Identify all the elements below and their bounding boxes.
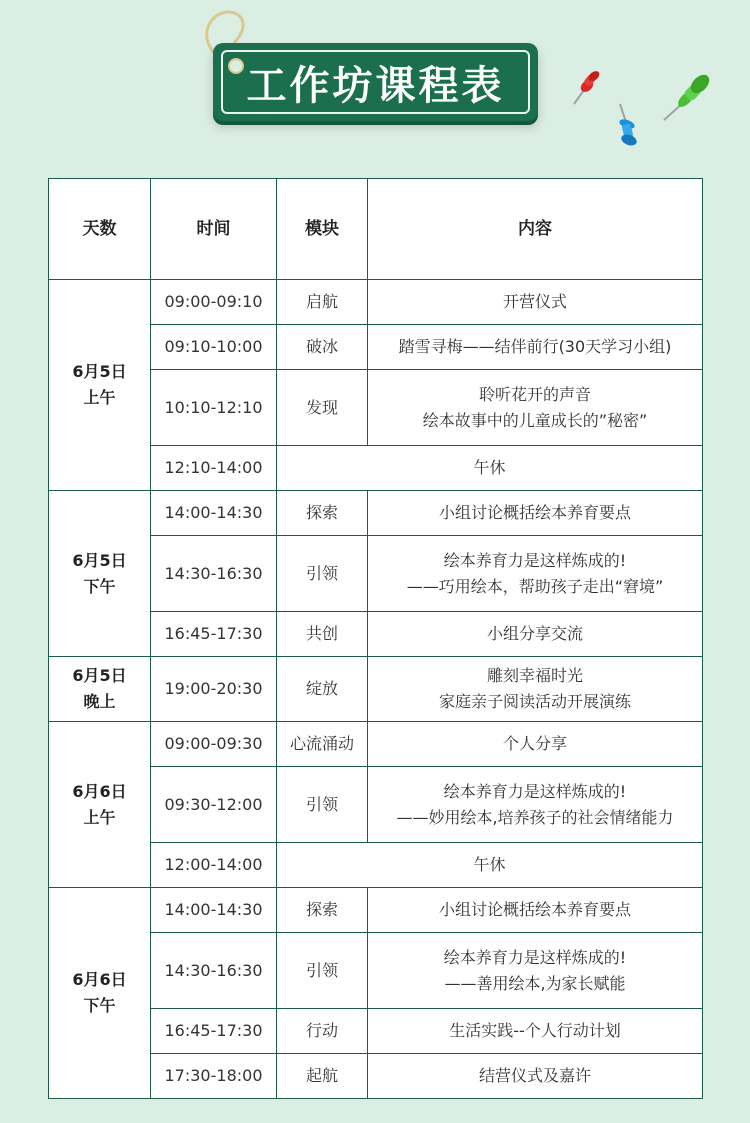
module-cell: 破冰 [277,325,368,370]
module-cell: 发现 [277,370,368,446]
table-row [49,722,703,767]
header-time: 时间 [151,179,277,280]
header-content: 内容 [368,179,703,280]
table-row [49,280,703,325]
module-cell: 探索 [277,888,368,933]
time-cell: 12:00-14:00 [151,843,277,888]
table-row [49,888,703,933]
content-cell: 小组讨论概括绘本养育要点 [368,491,703,536]
day-cell: 6月6日 下午 [49,888,151,1099]
content-cell: 绘本养育力是这样炼成的! ——巧用绘本，帮助孩子走出“窘境” [368,536,703,612]
table-row [49,657,703,722]
header-day: 天数 [49,179,151,280]
table-header-row [49,179,703,280]
content-cell: 绘本养育力是这样炼成的! ——妙用绘本,培养孩子的社会情绪能力 [368,767,703,843]
content-cell: 个人分享 [368,722,703,767]
break-cell: 午休 [277,446,703,491]
time-cell: 14:30-16:30 [151,536,277,612]
module-cell: 启航 [277,280,368,325]
module-cell: 探索 [277,491,368,536]
content-cell: 开营仪式 [368,280,703,325]
content-cell: 绘本养育力是这样炼成的! ——善用绘本,为家长赋能 [368,933,703,1009]
title-badge [213,43,538,121]
day-cell: 6月6日 上午 [49,722,151,888]
header [0,0,750,170]
time-cell: 16:45-17:30 [151,1009,277,1054]
break-cell: 午休 [277,843,703,888]
schedule-table [48,178,703,1099]
time-cell: 14:00-14:30 [151,888,277,933]
header-module: 模块 [277,179,368,280]
module-cell: 起航 [277,1054,368,1099]
time-cell: 14:00-14:30 [151,491,277,536]
module-cell: 引领 [277,767,368,843]
time-cell: 09:10-10:00 [151,325,277,370]
blue-pushpin-icon [612,102,642,148]
time-cell: 09:00-09:30 [151,722,277,767]
content-cell: 雕刻幸福时光 家庭亲子阅读活动开展演练 [368,657,703,722]
page-title: 工作坊课程表 [246,62,505,109]
module-cell: 行动 [277,1009,368,1054]
day-cell: 6月5日 下午 [49,491,151,657]
time-cell: 17:30-18:00 [151,1054,277,1099]
module-cell: 绽放 [277,657,368,722]
time-cell: 12:10-14:00 [151,446,277,491]
time-cell: 19:00-20:30 [151,657,277,722]
module-cell: 引领 [277,536,368,612]
module-cell: 心流涌动 [277,722,368,767]
time-cell: 14:30-16:30 [151,933,277,1009]
day-cell: 6月5日 上午 [49,280,151,491]
content-cell: 生活实践--个人行动计划 [368,1009,703,1054]
module-cell: 引领 [277,933,368,1009]
green-pushpin-icon [660,72,714,124]
time-cell: 09:30-12:00 [151,767,277,843]
content-cell: 聆听花开的声音 绘本故事中的儿童成长的”秘密” [368,370,703,446]
content-cell: 小组讨论概括绘本养育要点 [368,888,703,933]
time-cell: 09:00-09:10 [151,280,277,325]
day-cell: 6月5日 晚上 [49,657,151,722]
content-cell: 结营仪式及嘉许 [368,1054,703,1099]
content-cell: 小组分享交流 [368,612,703,657]
module-cell: 共创 [277,612,368,657]
tag-hole [228,58,244,74]
content-cell: 踏雪寻梅——结伴前行(30天学习小组) [368,325,703,370]
time-cell: 16:45-17:30 [151,612,277,657]
table-row [49,491,703,536]
time-cell: 10:10-12:10 [151,370,277,446]
red-pushpin-icon [568,70,600,108]
